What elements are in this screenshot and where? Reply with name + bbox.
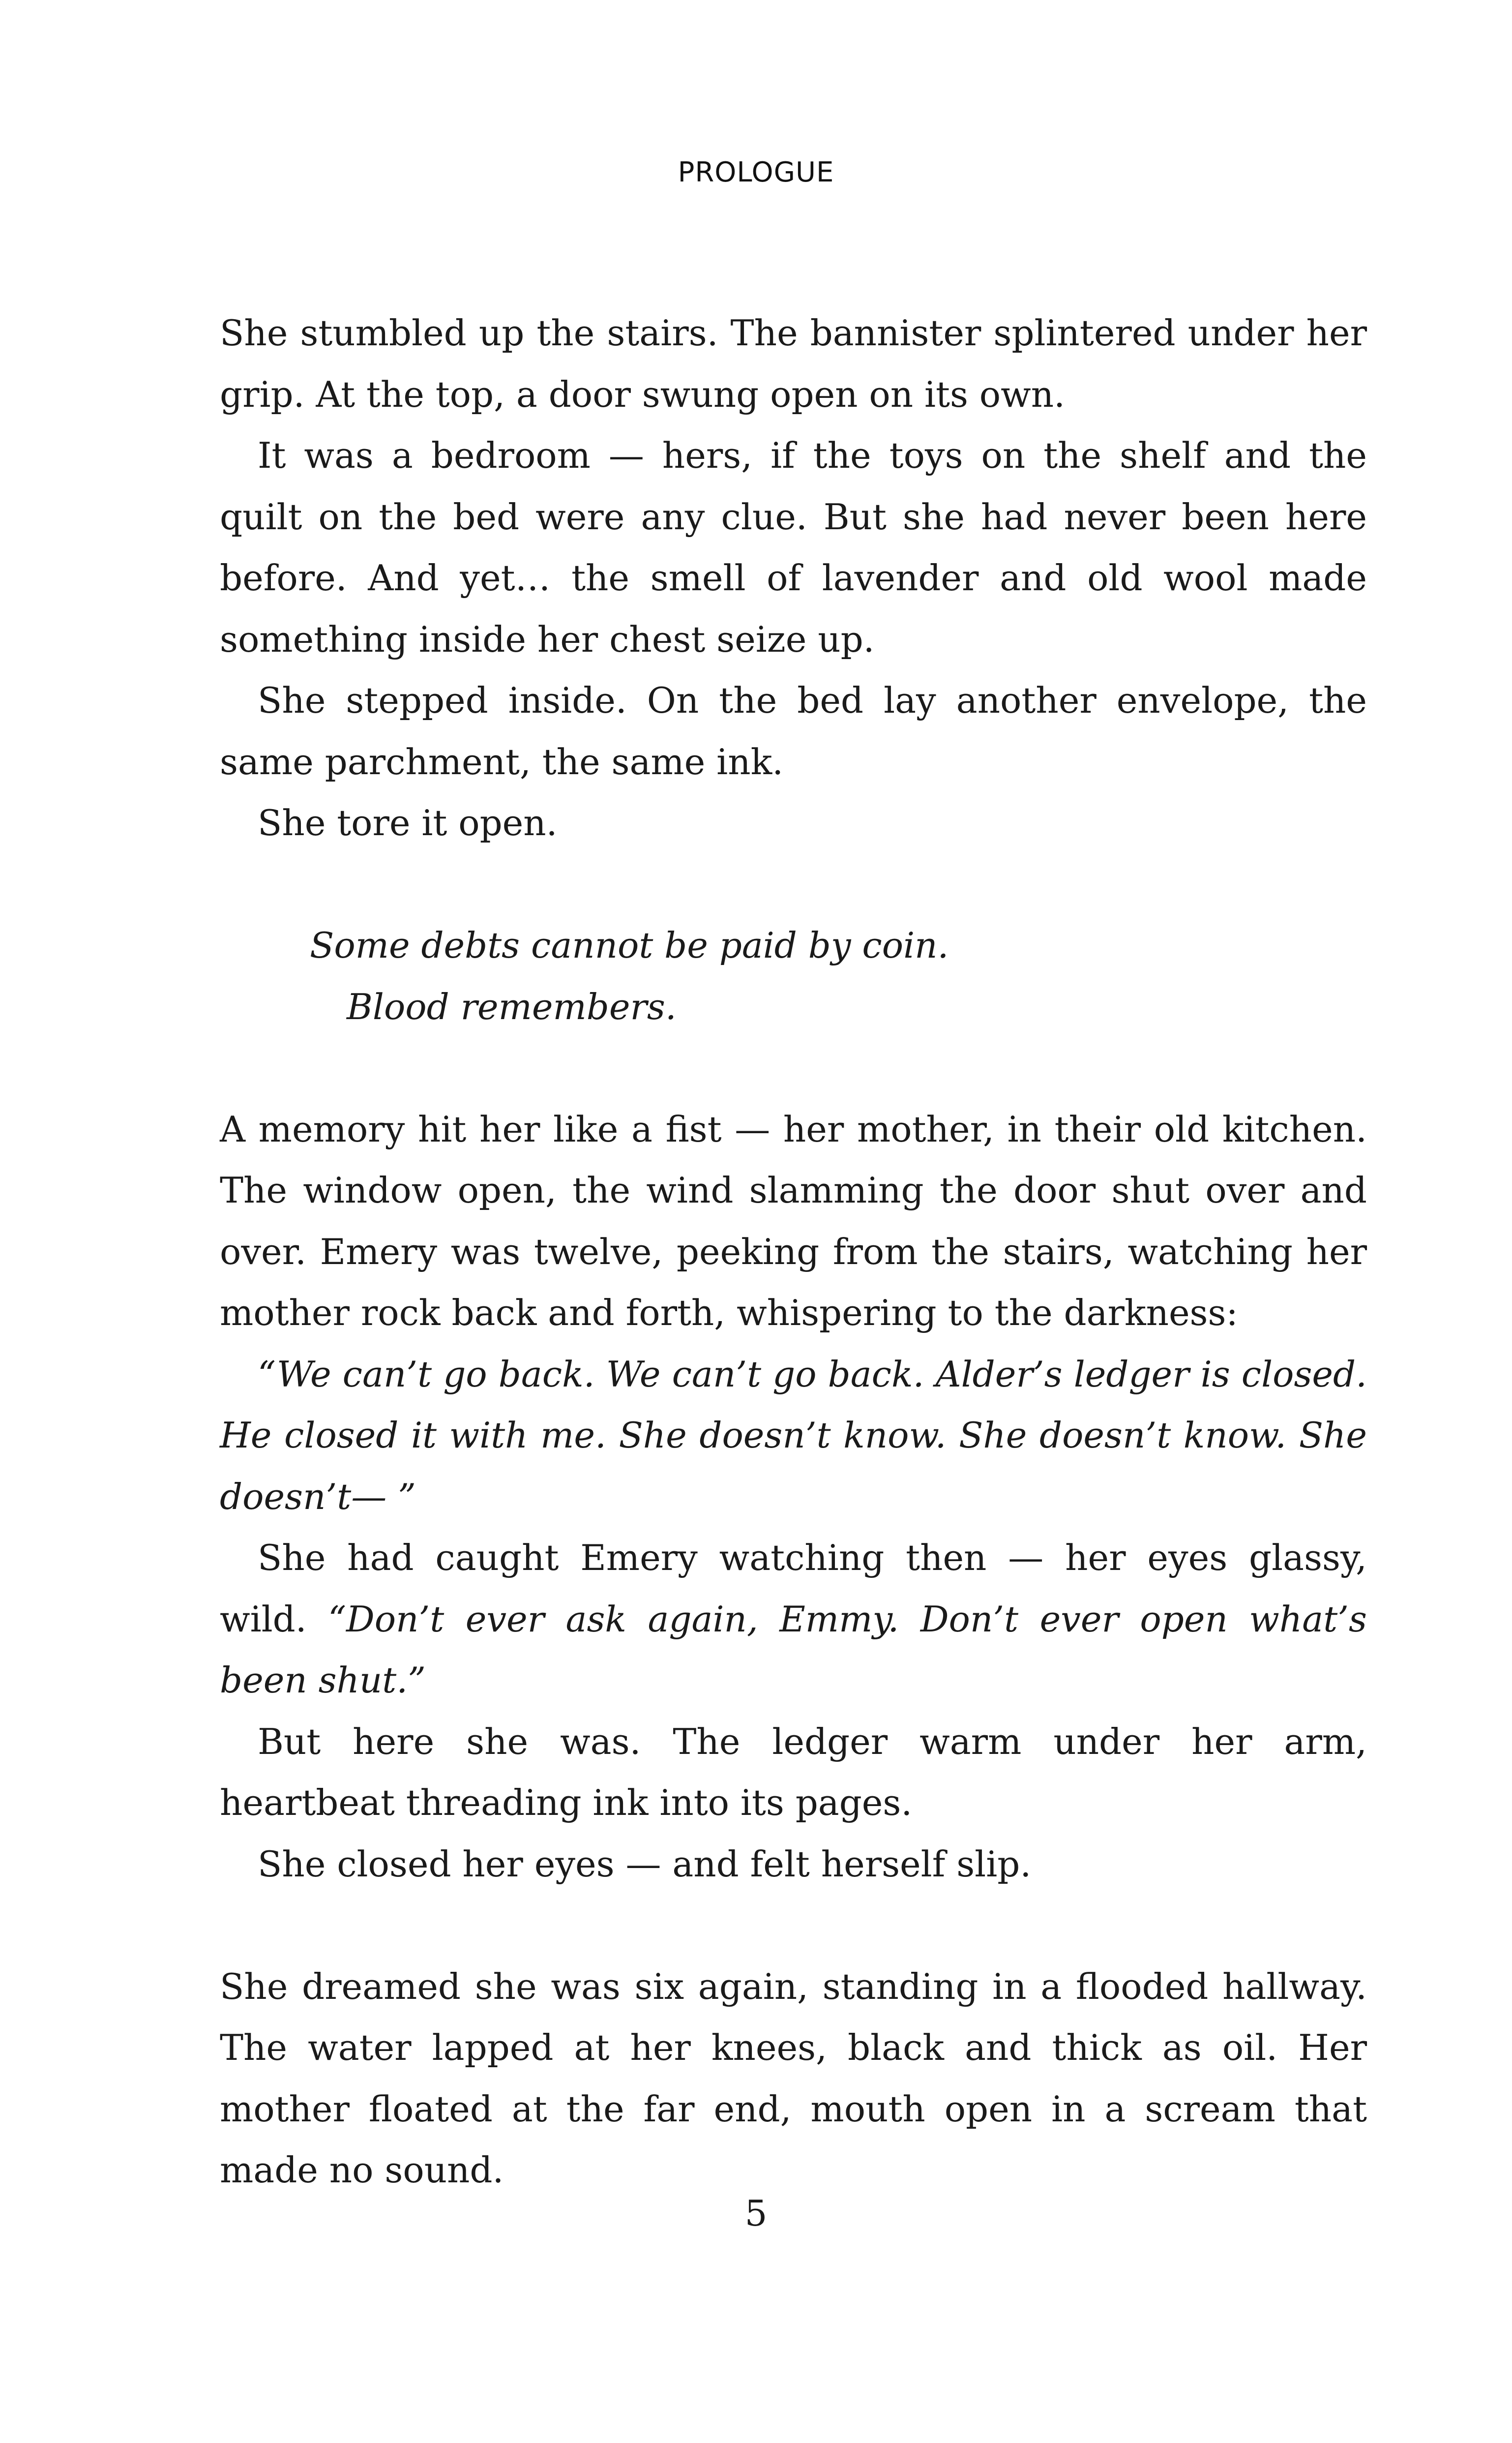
paragraph-dream: She dreamed she was six again, standing in a flooded hallway. The water lapped at her knees, black and thick as oil. Her mother floated at the far end, mouth open in a scream that made no sound. — [220, 1965, 1367, 2191]
caught-quote: “Don’t ever ask again, Emmy. Don’t ever open what’s been shut.” — [220, 1598, 1367, 1701]
paragraph-tore-open: She tore it open. — [258, 802, 558, 844]
paragraph-memory: A memory hit her like a fist — her mother, in their old kitchen. The window open, the wind slamming the door shut over and over. Emery was twelve, peeking from the stairs, watching her mother rock back and forth, whispering to the darkness: — [220, 1108, 1367, 1333]
paragraph-whisper: “We can’t go back. We can’t go back. Alder’s ledger is closed. He closed it with me. She doesn’t know. She doesn’t know. She doesn’t— ” — [220, 1353, 1367, 1517]
body-text — [220, 302, 1367, 2201]
verse-line: Blood remembers. — [347, 986, 677, 1027]
paragraph-caught — [220, 1527, 1367, 1711]
letter-verse — [220, 915, 1367, 1037]
caught-text: She had caught Emery watching then — her eyes glassy, wild. — [220, 1537, 1367, 1640]
paragraph-slip: She closed her eyes — and felt herself slip. — [258, 1843, 1032, 1885]
verse-line: Some debts cannot be paid by coin. — [310, 925, 949, 966]
page-number: 5 — [744, 2193, 768, 2234]
paragraph-bedroom: It was a bedroom — hers, if the toys on the shelf and the quilt on the bed were any clue. But she had never been here before. And yet… the smell of lavender and old wool made something inside her chest seize up. — [220, 435, 1367, 660]
paragraph-envelope: She stepped inside. On the bed lay another envelope, the same parchment, the same ink. — [220, 680, 1367, 783]
running-head: PROLOGUE — [678, 156, 834, 188]
paragraph-ledger: But here she was. The ledger warm under her arm, heartbeat threading ink into its pages. — [220, 1720, 1367, 1823]
paragraph-stairs: She stumbled up the stairs. The bannister splintered under her grip. At the top, a door swung open on its own. — [220, 312, 1367, 415]
